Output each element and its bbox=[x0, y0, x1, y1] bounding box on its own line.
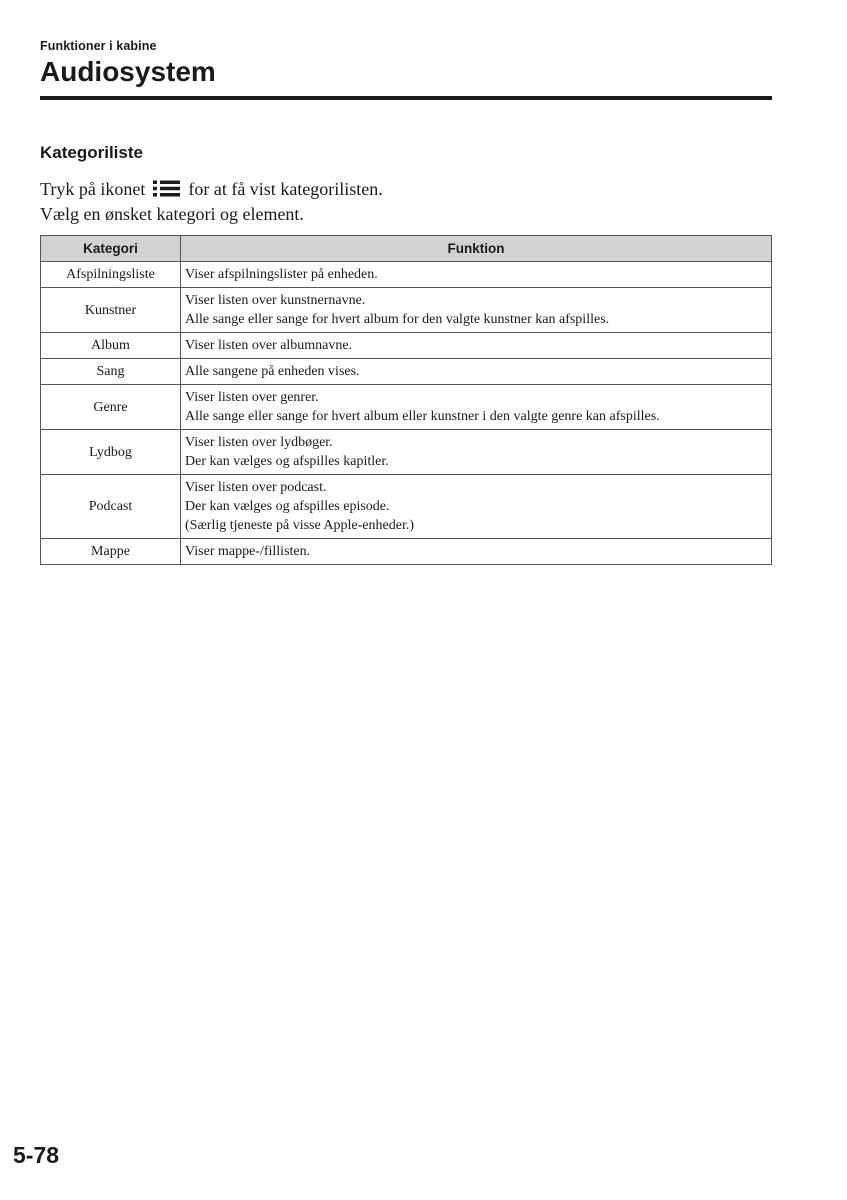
table-row bbox=[41, 385, 772, 430]
table-row bbox=[41, 539, 772, 565]
intro-line-1-before: Tryk på ikonet bbox=[40, 179, 146, 199]
function-line: Viser afspilningslister på enheden. bbox=[185, 267, 378, 282]
function-cell bbox=[181, 333, 772, 359]
function-cell bbox=[181, 539, 772, 565]
column-header-kategori: Kategori bbox=[41, 236, 181, 262]
function-line: (Særlig tjeneste på visse Apple-enheder.) bbox=[185, 518, 414, 533]
table-row bbox=[41, 475, 772, 539]
page-title: Audiosystem bbox=[40, 56, 216, 87]
category-cell: Kunstner bbox=[41, 288, 181, 333]
function-line: Viser listen over albumnavne. bbox=[185, 338, 353, 353]
category-cell: Mappe bbox=[41, 539, 181, 565]
function-line: Viser listen over genrer. bbox=[185, 390, 319, 405]
category-cell: Album bbox=[41, 333, 181, 359]
function-line: Viser mappe-/fillisten. bbox=[185, 544, 311, 559]
function-cell bbox=[181, 288, 772, 333]
intro-line-1-after: for at få vist kategorilisten. bbox=[188, 179, 383, 199]
section-label: Funktioner i kabine bbox=[40, 39, 157, 53]
function-cell bbox=[181, 359, 772, 385]
table-header-row bbox=[41, 236, 772, 262]
table-row bbox=[41, 288, 772, 333]
intro-line-1 bbox=[40, 177, 780, 202]
function-cell bbox=[181, 262, 772, 288]
function-line: Viser listen over kunstnernavne. bbox=[185, 293, 366, 308]
function-cell bbox=[181, 430, 772, 475]
table-row bbox=[41, 359, 772, 385]
category-cell: Genre bbox=[41, 385, 181, 430]
category-table bbox=[40, 235, 772, 565]
table-row bbox=[41, 430, 772, 475]
section-heading: Kategoriliste bbox=[40, 143, 143, 162]
table-row bbox=[41, 262, 772, 288]
function-cell bbox=[181, 475, 772, 539]
intro-line-2: Vælg en ønsket kategori og element. bbox=[40, 204, 304, 224]
table-body bbox=[41, 262, 772, 565]
page-number: 5-78 bbox=[13, 1142, 60, 1168]
function-line: Der kan vælges og afspilles kapitler. bbox=[185, 454, 389, 469]
category-cell: Lydbog bbox=[41, 430, 181, 475]
category-cell: Afspilningsliste bbox=[41, 262, 181, 288]
category-cell: Sang bbox=[41, 359, 181, 385]
column-header-funktion: Funktion bbox=[181, 236, 772, 262]
function-line: Der kan vælges og afspilles episode. bbox=[185, 499, 390, 514]
intro-text bbox=[40, 177, 780, 227]
function-line: Alle sangene på enheden vises. bbox=[185, 364, 360, 379]
function-line: Alle sange eller sange for hvert album for den valgte kunstner kan afspilles. bbox=[185, 312, 610, 327]
function-line: Viser listen over podcast. bbox=[185, 480, 327, 495]
table-row bbox=[41, 333, 772, 359]
function-line: Alle sange eller sange for hvert album eller kunstner i den valgte genre kan afspilles. bbox=[185, 409, 660, 424]
category-cell: Podcast bbox=[41, 475, 181, 539]
function-line: Viser listen over lydbøger. bbox=[185, 435, 333, 450]
function-cell bbox=[181, 385, 772, 430]
title-rule bbox=[40, 96, 772, 100]
list-menu-icon bbox=[152, 179, 182, 196]
